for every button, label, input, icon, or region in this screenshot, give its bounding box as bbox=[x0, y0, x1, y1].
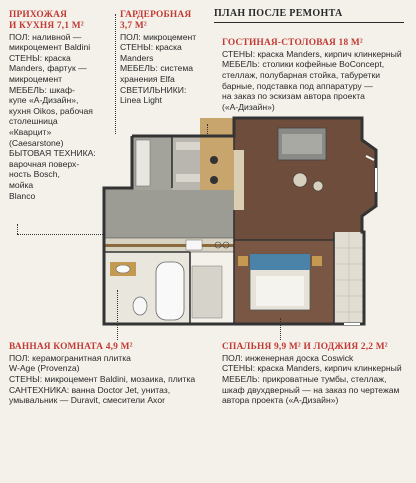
wardrobe-leader-line bbox=[115, 14, 116, 134]
hallway-spec-line: столешница bbox=[9, 116, 58, 127]
living-spec-line: на заказ по эскизам автора проекта bbox=[222, 91, 365, 102]
living-spec-line: МЕБЕЛЬ: столики кофейные BoConcept, bbox=[222, 59, 385, 70]
nightstand bbox=[312, 256, 322, 266]
bedroom-spec-line: СТЕНЫ: краска Manders, кирпич клинкерный bbox=[222, 363, 402, 374]
bedroom-leader-line bbox=[280, 318, 281, 340]
hallway-spec-line: (Caesarstone) bbox=[9, 137, 64, 148]
bathroom-storage bbox=[192, 266, 222, 318]
heading-rule bbox=[214, 22, 404, 23]
living-leader-line bbox=[207, 124, 208, 136]
plan-heading: ПЛАН ПОСЛЕ РЕМОНТА bbox=[214, 8, 343, 19]
hallway-title: ПРИХОЖАЯ bbox=[9, 10, 68, 20]
coffee-table bbox=[313, 181, 323, 191]
kitchen-countertop-edge bbox=[104, 244, 234, 247]
wardrobe-spec-line: Linea Light bbox=[120, 95, 163, 106]
hallway-leader-line-h bbox=[17, 234, 105, 235]
bathroom-spec-line: СТЕНЫ: микроцемент Baldini, мозаика, плитка bbox=[9, 373, 196, 384]
hallway-spec-line: варочная поверх- bbox=[9, 158, 80, 169]
wardrobe-spec-line: СТЕНЫ: краска bbox=[120, 42, 182, 53]
hallway-kitchen-block bbox=[9, 10, 109, 201]
bed-blanket bbox=[256, 276, 304, 306]
sofa-seat bbox=[282, 134, 322, 154]
living-spec-line: СТЕНЫ: краска Manders, кирпич клинкерный bbox=[222, 48, 402, 59]
wardrobe-spec-line: Manders bbox=[120, 52, 154, 63]
wardrobe-block bbox=[120, 10, 210, 106]
wardrobe-title: 3,7 М² bbox=[120, 20, 147, 31]
bedroom-spec-line: шкаф двухдверный — на заказ по чертежам bbox=[222, 384, 400, 395]
hallway-spec-line: БЫТОВАЯ ТЕХНИКА: bbox=[9, 148, 96, 159]
bedroom-title: СПАЛЬНЯ 9,9 М² И ЛОДЖИЯ 2,2 М² bbox=[222, 342, 388, 352]
hallway-floor bbox=[104, 188, 234, 238]
bar-stool bbox=[210, 156, 218, 164]
bedroom-spec-line: МЕБЕЛЬ: прикроватные тумбы, стеллаж, bbox=[222, 373, 387, 384]
wardrobe-spec-line: МЕБЕЛЬ: система bbox=[120, 63, 194, 74]
hallway-spec-line: ность Bosch, bbox=[9, 169, 60, 180]
bathroom-spec-line: САНТЕХНИКА: ванна Doctor Jet, унитаз, bbox=[9, 384, 171, 395]
hallway-spec-line: мойка bbox=[9, 179, 34, 190]
coffee-table bbox=[293, 173, 307, 187]
hallway-spec-line: Manders, фартук — bbox=[9, 63, 87, 74]
bed-headboard-pillows bbox=[250, 254, 310, 270]
wardrobe-spec-line: СВЕТИЛЬНИКИ: bbox=[120, 84, 187, 95]
hallway-spec-line: микроцемент bbox=[9, 73, 63, 84]
hallway-title: И КУХНЯ 7,1 М² bbox=[9, 20, 84, 31]
bathroom-leader-line bbox=[117, 290, 118, 340]
bathtub bbox=[156, 262, 184, 320]
wardrobe-spec-line: ПОЛ: микроцемент bbox=[120, 31, 197, 42]
bar-stool bbox=[210, 176, 218, 184]
hallway-spec-line: «Кварцит» bbox=[9, 126, 52, 137]
hallway-spec-line: кухня Oikos, рабочая bbox=[9, 105, 93, 116]
hallway-spec-line: ПОЛ: наливной — bbox=[9, 31, 82, 42]
living-title: ГОСТИНАЯ-СТОЛОВАЯ 18 М² bbox=[222, 38, 363, 48]
living-spec-line: стеллаж, полубарная стойка, табуретки bbox=[222, 69, 381, 80]
toilet bbox=[133, 297, 147, 315]
washbasin bbox=[116, 265, 130, 273]
living-spec-line: («А-Дизайн») bbox=[222, 101, 275, 112]
wardrobe-title: ГАРДЕРОБНАЯ bbox=[120, 10, 192, 20]
hallway-leader-line bbox=[17, 224, 18, 234]
hallway-spec-line: МЕБЕЛЬ: шкаф- bbox=[9, 84, 75, 95]
kitchen-sink bbox=[186, 240, 202, 250]
wardrobe-spec-line: хранения Elfa bbox=[120, 73, 175, 84]
nightstand bbox=[238, 256, 248, 266]
living-shelf bbox=[234, 150, 244, 210]
living-spec-line: барные, подставка под аппаратуру — bbox=[222, 80, 373, 91]
hallway-spec-line: купе «А-Дизайн», bbox=[9, 95, 79, 106]
bathroom-spec-line: умывальник — Duravit, смесители Axor bbox=[9, 395, 165, 406]
wardrobe-closet bbox=[136, 140, 150, 186]
bathroom-title: ВАННАЯ КОМНАТА 4,9 М² bbox=[9, 342, 133, 352]
bedroom-spec-line: ПОЛ: инженерная доска Coswick bbox=[222, 352, 354, 363]
bedroom-spec-line: автора проекта («А-Дизайн») bbox=[222, 395, 339, 406]
hallway-spec-line: микроцемент Baldini bbox=[9, 42, 91, 53]
bathroom-spec-line: ПОЛ: керамогранитная плитка bbox=[9, 352, 131, 363]
bedroom-loggia-block bbox=[222, 342, 412, 406]
hallway-spec-line: СТЕНЫ: краска bbox=[9, 52, 71, 63]
hallway-spec-line: Blanco bbox=[9, 190, 36, 201]
bathroom-spec-line: W-Age (Provenza) bbox=[9, 363, 80, 374]
living-dining-block bbox=[222, 38, 412, 112]
bathroom-block bbox=[9, 342, 209, 406]
living-bay-floor bbox=[362, 140, 376, 216]
